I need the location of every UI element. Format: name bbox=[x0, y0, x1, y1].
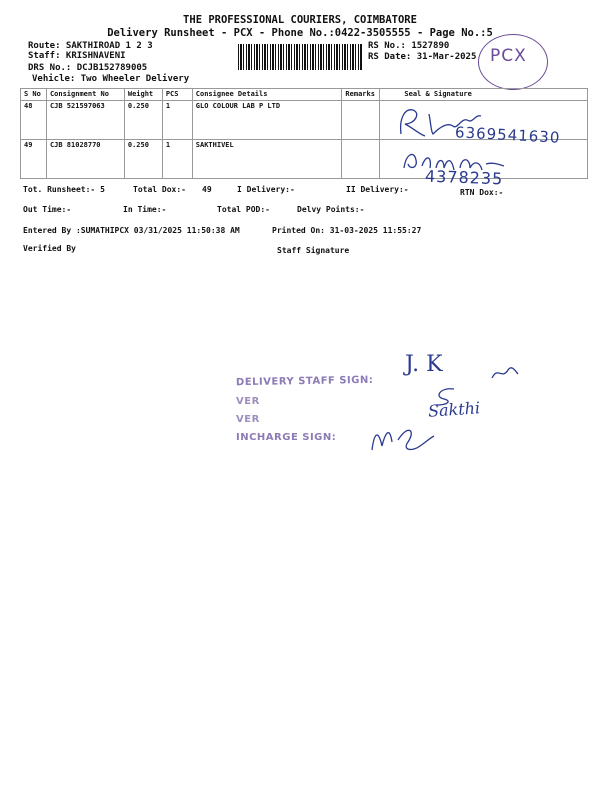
total-pod: Total POD:- bbox=[217, 205, 270, 214]
entered-by: Entered By :SUMATHIPCX 03/31/2025 11:50:38 AM bbox=[23, 226, 240, 235]
handwritten-initials: J. K bbox=[405, 352, 443, 377]
col-sno: S No bbox=[21, 89, 47, 101]
col-consignee: Consignee Details bbox=[192, 89, 342, 101]
cell-consignee: SAKTHIVEL bbox=[192, 140, 342, 179]
stamp-verified-line-1: VER bbox=[236, 396, 260, 407]
barcode bbox=[238, 44, 362, 70]
rs-no: RS No.: 1527890 bbox=[368, 41, 450, 51]
handwritten-phone: 6369541630 bbox=[454, 123, 561, 147]
total-dox-value: 49 bbox=[202, 185, 212, 194]
cell-pcs: 1 bbox=[162, 140, 192, 179]
cell-weight: 0.250 bbox=[124, 140, 162, 179]
cell-remarks bbox=[342, 140, 380, 179]
tot-runsheet: Tot. Runsheet:- 5 bbox=[23, 185, 105, 194]
handwritten-number: 4378235 bbox=[424, 166, 504, 189]
cell-sno: 49 bbox=[21, 140, 47, 179]
rs-date: RS Date: 31-Mar-2025 bbox=[368, 52, 477, 62]
staff-signature: Staff Signature bbox=[277, 246, 350, 255]
runsheet-subtitle: Delivery Runsheet - PCX - Phone No.:0422-3505555 - Page No.:5 bbox=[107, 27, 493, 39]
cell-pcs: 1 bbox=[162, 101, 192, 140]
route-label: Route: SAKTHIROAD 1 2 3 bbox=[28, 41, 153, 51]
total-dox: Total Dox:- bbox=[133, 185, 186, 194]
company-title: THE PROFESSIONAL COURIERS, COIMBATORE bbox=[183, 14, 417, 26]
printed-on: Printed On: 31-03-2025 11:55:27 bbox=[272, 226, 422, 235]
cell-weight: 0.250 bbox=[124, 101, 162, 140]
drs-label: DRS No.: DCJB152789005 bbox=[28, 63, 148, 73]
stamp-delivery-staff-sign: DELIVERY STAFF SIGN: bbox=[235, 374, 374, 389]
cell-remarks bbox=[342, 101, 380, 140]
col-seal-signature: Seal & Signature bbox=[380, 89, 588, 101]
ii-delivery: II Delivery:- bbox=[346, 185, 409, 194]
stamp-verified-line-2: VER bbox=[236, 414, 260, 425]
handwritten-name: Sakthi bbox=[427, 398, 481, 421]
out-time: Out Time:- bbox=[23, 205, 72, 214]
vehicle-label: Vehicle: Two Wheeler Delivery bbox=[32, 74, 190, 84]
in-time: In Time:- bbox=[123, 205, 167, 214]
cell-consignment: CJB 81028770 bbox=[46, 140, 124, 179]
pcx-stamp-text: PCX bbox=[490, 46, 527, 66]
cell-sno: 48 bbox=[21, 101, 47, 140]
rtn-dox: RTN Dox:- bbox=[460, 188, 504, 197]
col-remarks: Remarks bbox=[342, 89, 380, 101]
delvy-points: Delvy Points:- bbox=[297, 205, 365, 214]
cell-consignee: GLO COLOUR LAB P LTD bbox=[192, 101, 342, 140]
signature-scribble-4 bbox=[368, 420, 438, 454]
col-pcs: PCS bbox=[162, 89, 192, 101]
verified-by: Verified By bbox=[23, 244, 76, 253]
signature-tail bbox=[490, 360, 520, 386]
col-consignment: Consignment No bbox=[46, 89, 124, 101]
staff-label: Staff: KRISHNAVENI bbox=[28, 51, 126, 61]
stamp-incharge-sign: INCHARGE SIGN: bbox=[236, 432, 337, 443]
table-header-row bbox=[21, 89, 588, 101]
i-delivery: I Delivery:- bbox=[237, 185, 295, 194]
cell-consignment: CJB 521597063 bbox=[46, 101, 124, 140]
col-weight: Weight bbox=[124, 89, 162, 101]
